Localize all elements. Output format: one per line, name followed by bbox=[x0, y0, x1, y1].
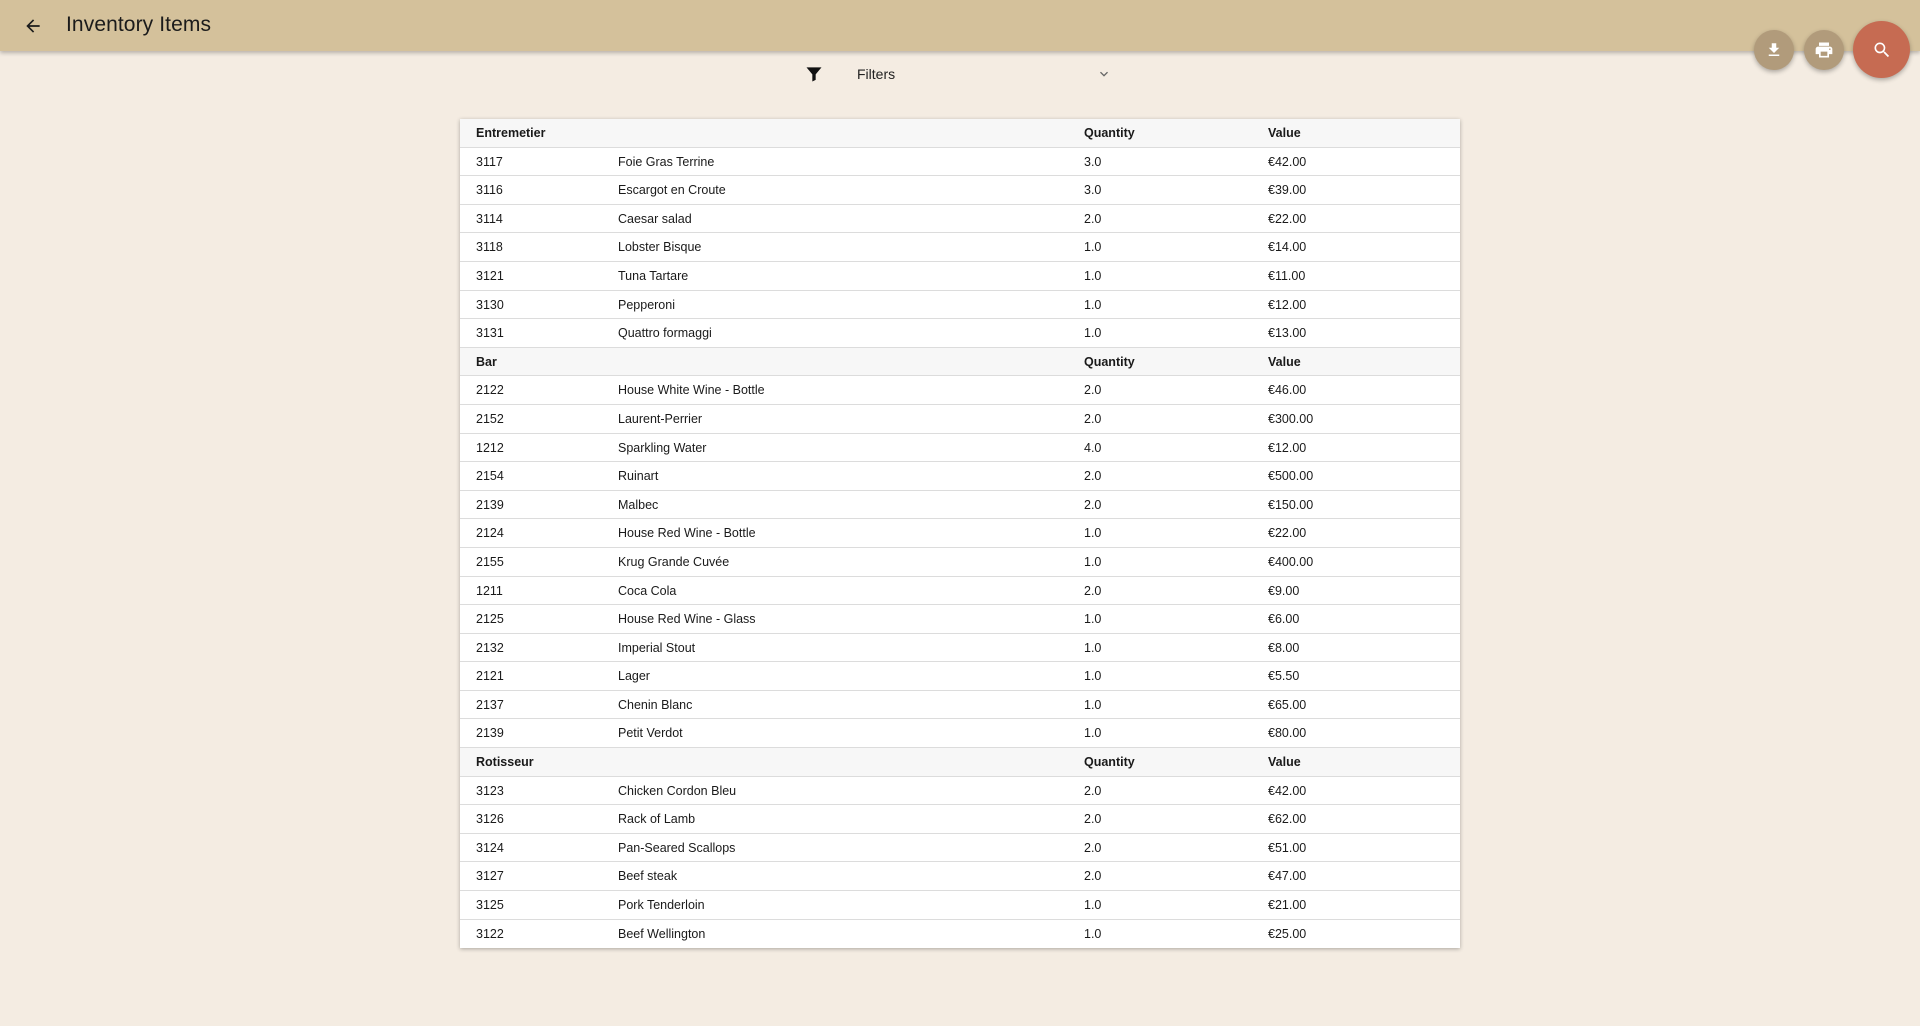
item-quantity: 2.0 bbox=[1084, 783, 1102, 798]
item-value: €150.00 bbox=[1268, 497, 1314, 512]
table-row bbox=[460, 205, 1460, 234]
item-quantity: 1.0 bbox=[1084, 240, 1102, 255]
item-name: Imperial Stout bbox=[618, 640, 696, 655]
item-quantity: 3.0 bbox=[1084, 183, 1102, 198]
search-button[interactable] bbox=[1853, 21, 1910, 78]
table-row bbox=[460, 519, 1460, 548]
item-quantity: 2.0 bbox=[1084, 497, 1102, 512]
table-row bbox=[460, 376, 1460, 405]
table-row bbox=[460, 634, 1460, 663]
item-name: House White Wine - Bottle bbox=[618, 383, 765, 398]
item-name: Quattro formaggi bbox=[618, 326, 712, 341]
value-header: Value bbox=[1268, 354, 1301, 369]
item-code: 2154 bbox=[476, 469, 504, 484]
item-code: 3125 bbox=[476, 898, 504, 913]
table-row bbox=[460, 719, 1460, 748]
item-quantity: 2.0 bbox=[1084, 411, 1102, 426]
item-quantity: 1.0 bbox=[1084, 640, 1102, 655]
item-value: €80.00 bbox=[1268, 726, 1307, 741]
group-header-bar bbox=[460, 348, 1460, 377]
item-name: Chicken Cordon Bleu bbox=[618, 783, 737, 798]
item-name: Krug Grande Cuvée bbox=[618, 554, 730, 569]
item-value: €39.00 bbox=[1268, 183, 1307, 198]
search-icon bbox=[1872, 40, 1892, 60]
item-code: 3124 bbox=[476, 840, 504, 855]
item-name: Pepperoni bbox=[618, 297, 675, 312]
item-code: 3121 bbox=[476, 268, 504, 283]
table-row bbox=[460, 577, 1460, 606]
item-quantity: 1.0 bbox=[1084, 669, 1102, 684]
chevron-down-icon bbox=[1096, 66, 1112, 82]
item-name: Chenin Blanc bbox=[618, 697, 693, 712]
item-code: 2121 bbox=[476, 669, 504, 684]
table-row bbox=[460, 662, 1460, 691]
table-row bbox=[460, 777, 1460, 806]
table-row bbox=[460, 291, 1460, 320]
item-value: €21.00 bbox=[1268, 898, 1307, 913]
quantity-header: Quantity bbox=[1084, 354, 1135, 369]
item-name: House Red Wine - Bottle bbox=[618, 526, 756, 541]
table-row bbox=[460, 920, 1460, 949]
item-value: €11.00 bbox=[1268, 268, 1306, 283]
item-code: 2139 bbox=[476, 497, 504, 512]
item-name: Laurent-Perrier bbox=[618, 411, 703, 426]
item-name: Sparkling Water bbox=[618, 440, 707, 455]
item-name: Caesar salad bbox=[618, 211, 692, 226]
item-code: 2125 bbox=[476, 612, 504, 627]
table-row bbox=[460, 805, 1460, 834]
item-code: 3127 bbox=[476, 869, 504, 884]
item-name: Escargot en Croute bbox=[618, 183, 726, 198]
item-code: 2137 bbox=[476, 697, 504, 712]
item-value: €500.00 bbox=[1268, 469, 1314, 484]
item-value: €12.00 bbox=[1268, 440, 1307, 455]
item-name: Rack of Lamb bbox=[618, 812, 696, 827]
item-quantity: 1.0 bbox=[1084, 612, 1102, 627]
item-name: Pan-Seared Scallops bbox=[618, 840, 736, 855]
item-value: €9.00 bbox=[1268, 583, 1300, 598]
item-code: 3114 bbox=[476, 211, 503, 226]
back-button[interactable] bbox=[18, 12, 48, 40]
item-code: 2139 bbox=[476, 726, 504, 741]
item-value: €12.00 bbox=[1268, 297, 1307, 312]
item-value: €47.00 bbox=[1268, 869, 1307, 884]
table-row bbox=[460, 834, 1460, 863]
item-name: Coca Cola bbox=[618, 583, 677, 598]
item-code: 3131 bbox=[476, 326, 504, 341]
item-code: 3123 bbox=[476, 783, 504, 798]
table-row bbox=[460, 891, 1460, 920]
group-header-entremetier bbox=[460, 119, 1460, 148]
group-name: Rotisseur bbox=[476, 755, 534, 770]
item-quantity: 2.0 bbox=[1084, 469, 1102, 484]
table-row bbox=[460, 176, 1460, 205]
item-name: House Red Wine - Glass bbox=[618, 612, 756, 627]
item-value: €14.00 bbox=[1268, 240, 1307, 255]
item-value: €400.00 bbox=[1268, 554, 1314, 569]
item-quantity: 1.0 bbox=[1084, 554, 1102, 569]
download-button[interactable] bbox=[1754, 30, 1794, 70]
item-quantity: 2.0 bbox=[1084, 812, 1102, 827]
item-code: 3122 bbox=[476, 926, 504, 941]
item-quantity: 4.0 bbox=[1084, 440, 1102, 455]
item-name: Pork Tenderloin bbox=[618, 898, 705, 913]
item-quantity: 1.0 bbox=[1084, 697, 1102, 712]
item-quantity: 1.0 bbox=[1084, 297, 1102, 312]
item-code: 1211 bbox=[476, 583, 503, 598]
item-name: Beef steak bbox=[618, 869, 678, 884]
item-name: Beef Wellington bbox=[618, 926, 706, 941]
item-value: €300.00 bbox=[1268, 411, 1314, 426]
item-code: 2132 bbox=[476, 640, 504, 655]
table-row bbox=[460, 548, 1460, 577]
item-code: 2122 bbox=[476, 383, 504, 398]
table-row bbox=[460, 434, 1460, 463]
app-bar bbox=[0, 0, 1920, 51]
item-quantity: 3.0 bbox=[1084, 154, 1102, 169]
item-name: Ruinart bbox=[618, 469, 659, 484]
item-value: €13.00 bbox=[1268, 326, 1307, 341]
item-name: Lobster Bisque bbox=[618, 240, 702, 255]
group-name: Entremetier bbox=[476, 126, 546, 140]
item-code: 2152 bbox=[476, 411, 504, 426]
item-name: Malbec bbox=[618, 497, 659, 512]
item-value: €22.00 bbox=[1268, 526, 1307, 541]
table-row bbox=[460, 148, 1460, 177]
item-code: 3116 bbox=[476, 183, 503, 198]
item-quantity: 1.0 bbox=[1084, 726, 1102, 741]
item-quantity: 1.0 bbox=[1084, 526, 1102, 541]
item-value: €8.00 bbox=[1268, 640, 1300, 655]
item-value: €65.00 bbox=[1268, 697, 1307, 712]
filter-icon bbox=[804, 64, 824, 84]
item-quantity: 1.0 bbox=[1084, 268, 1102, 283]
value-header: Value bbox=[1268, 755, 1301, 770]
table-row bbox=[460, 462, 1460, 491]
item-value: €62.00 bbox=[1268, 812, 1307, 827]
item-value: €51.00 bbox=[1268, 840, 1307, 855]
download-icon bbox=[1765, 41, 1783, 59]
page-title: Inventory Items bbox=[66, 13, 212, 36]
item-value: €46.00 bbox=[1268, 383, 1307, 398]
item-value: €25.00 bbox=[1268, 926, 1307, 941]
item-quantity: 2.0 bbox=[1084, 211, 1102, 226]
item-value: €42.00 bbox=[1268, 154, 1307, 169]
item-code: 3117 bbox=[476, 154, 503, 169]
item-name: Petit Verdot bbox=[618, 726, 683, 741]
print-button[interactable] bbox=[1804, 30, 1844, 70]
filters-label: Filters bbox=[857, 66, 896, 82]
item-value: €6.00 bbox=[1268, 612, 1300, 627]
item-code: 2124 bbox=[476, 526, 504, 541]
inventory-table bbox=[460, 119, 1460, 948]
filters-dropdown[interactable] bbox=[796, 60, 1120, 88]
item-quantity: 2.0 bbox=[1084, 383, 1102, 398]
table-row bbox=[460, 319, 1460, 348]
item-code: 3130 bbox=[476, 297, 504, 312]
quantity-header: Quantity bbox=[1084, 755, 1135, 770]
table-row bbox=[460, 691, 1460, 720]
item-code: 3126 bbox=[476, 812, 504, 827]
item-name: Tuna Tartare bbox=[618, 268, 689, 283]
table-row bbox=[460, 491, 1460, 520]
item-quantity: 1.0 bbox=[1084, 326, 1102, 341]
item-quantity: 1.0 bbox=[1084, 898, 1102, 913]
item-quantity: 1.0 bbox=[1084, 926, 1102, 941]
table-row bbox=[460, 862, 1460, 891]
item-code: 3118 bbox=[476, 240, 503, 255]
quantity-header: Quantity bbox=[1084, 126, 1135, 140]
item-value: €5.50 bbox=[1268, 669, 1300, 684]
arrow-back-icon bbox=[23, 16, 43, 36]
group-name: Bar bbox=[476, 354, 497, 369]
table-row bbox=[460, 405, 1460, 434]
item-name: Foie Gras Terrine bbox=[618, 154, 715, 169]
item-quantity: 2.0 bbox=[1084, 583, 1102, 598]
group-header-rotisseur bbox=[460, 748, 1460, 777]
item-value: €22.00 bbox=[1268, 211, 1307, 226]
table-row bbox=[460, 233, 1460, 262]
value-header: Value bbox=[1268, 126, 1301, 140]
item-quantity: 2.0 bbox=[1084, 840, 1102, 855]
table-row bbox=[460, 262, 1460, 291]
item-quantity: 2.0 bbox=[1084, 869, 1102, 884]
table-row bbox=[460, 605, 1460, 634]
item-code: 1212 bbox=[476, 440, 504, 455]
item-value: €42.00 bbox=[1268, 783, 1307, 798]
print-icon bbox=[1814, 40, 1834, 60]
item-code: 2155 bbox=[476, 554, 504, 569]
item-name: Lager bbox=[618, 669, 650, 684]
